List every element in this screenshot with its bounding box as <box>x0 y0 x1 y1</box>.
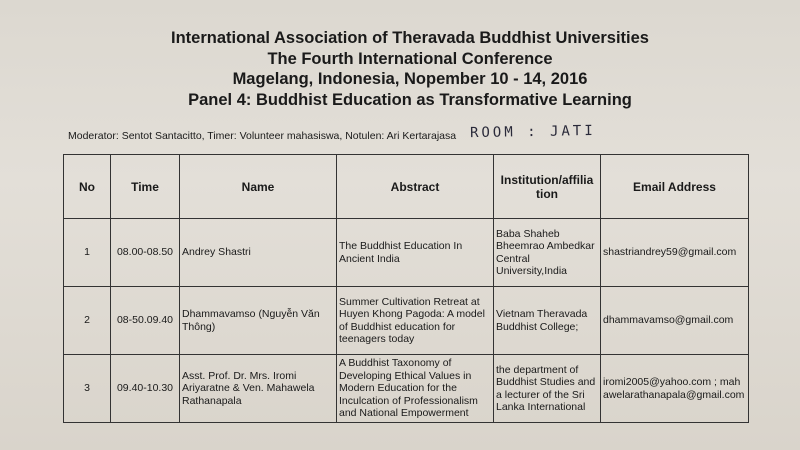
row-institution: Vietnam Theravada Buddhist College; <box>494 287 601 355</box>
moderator-line: Moderator: Sentot Santacitto, Timer: Volunteer mahasiswa, Notulen: Ari Kertarajasa <box>68 130 457 142</box>
document-heading <box>100 28 720 110</box>
header-no: No <box>64 155 111 219</box>
row-abstract: A Buddhist Taxonomy of Developing Ethical Values in Modern Education for the Inculcation of Professionalism and National Empowerment <box>337 355 494 423</box>
row-abstract: The Buddhist Education In Ancient India <box>337 219 494 287</box>
row-no: 2 <box>64 287 111 355</box>
row-name: Asst. Prof. Dr. Mrs. Iromi Ariyaratne & Ven. Mahawela Rathanapala <box>180 355 337 423</box>
row-no: 1 <box>64 219 111 287</box>
table-row <box>64 355 749 423</box>
row-institution: the department of Buddhist Studies and a lecturer of the Sri Lanka International <box>494 355 601 423</box>
association-title: International Association of Theravada Buddhist Universities <box>171 29 649 47</box>
schedule-table <box>63 154 749 423</box>
row-time: 08-50.09.40 <box>111 287 180 355</box>
row-time: 08.00-08.50 <box>111 219 180 287</box>
row-name: Andrey Shastri <box>180 219 337 287</box>
row-institution: Baba Shaheb Bheemrao Ambedkar Central University,India <box>494 219 601 287</box>
row-no: 3 <box>64 355 111 423</box>
header-abstract: Abstract <box>337 155 494 219</box>
header-name: Name <box>180 155 337 219</box>
table-row <box>64 287 749 355</box>
header-time: Time <box>111 155 180 219</box>
room-handwritten-note: ROOM : JATI <box>469 122 596 142</box>
row-time: 09.40-10.30 <box>111 355 180 423</box>
table-row <box>64 219 749 287</box>
conference-title: The Fourth International Conference <box>267 49 553 68</box>
conference-location-date: Magelang, Indonesia, Nopember 10 - 14, 2016 <box>232 70 588 88</box>
header-institution: Institution/affilia tion <box>494 155 601 219</box>
table-header-row <box>64 155 749 219</box>
row-email: shastriandrey59@gmail.com <box>601 219 749 287</box>
row-email: dhammavamso@gmail.com <box>601 287 749 355</box>
header-email: Email Address <box>601 155 749 219</box>
row-name: Dhammavamso (Nguyễn Văn Thông) <box>180 287 337 355</box>
row-abstract: Summer Cultivation Retreat at Huyen Khong Pagoda: A model of Buddhist education for teenagers today <box>337 287 494 355</box>
row-email: iromi2005@yahoo.com ; mahawelarathanapala@gmail.com <box>601 355 749 423</box>
panel-title: Panel 4: Buddhist Education as Transformative Learning <box>188 90 632 109</box>
